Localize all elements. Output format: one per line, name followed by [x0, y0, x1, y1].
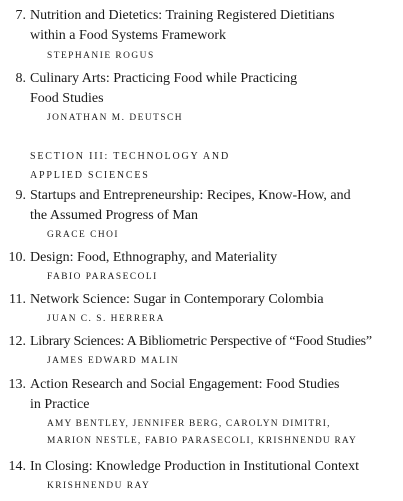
entry-author-line: JONATHAN M. DEUTSCH: [47, 113, 184, 123]
entry-title-line: within a Food Systems Framework: [30, 28, 226, 43]
entry-title-line: Action Research and Social Engagement: Food Studies: [30, 377, 340, 392]
entry-number: 13.: [8, 377, 26, 392]
entry-author-line: JAMES EDWARD MALIN: [47, 356, 180, 366]
entry-title-line: Library Sciences: A Bibliometric Perspective of “Food Studies”: [30, 334, 372, 349]
entry-title[interactable]: [30, 457, 402, 477]
entry-author: [47, 110, 403, 127]
entry-title-line: Food Studies: [30, 91, 104, 106]
entry-title-line: in Practice: [30, 397, 90, 412]
entry-author-line: AMY BENTLEY, JENNIFER BERG, CAROLYN DIMITRI,: [47, 419, 331, 429]
entry-author: [47, 311, 403, 328]
entry-title-line: Network Science: Sugar in Contemporary Colombia: [30, 292, 324, 307]
entry-title-line: Design: Food, Ethnography, and Materiality: [30, 250, 278, 265]
entry-title-line: Culinary Arts: Practicing Food while Practicing: [30, 71, 298, 86]
entry-number: 7.: [15, 8, 26, 23]
entry-title[interactable]: [30, 69, 402, 109]
entry-title-line: the Assumed Progress of Man: [30, 208, 198, 223]
entry-title-line: In Closing: Knowledge Production in Institutional Context: [30, 459, 359, 474]
entry-author: [47, 48, 403, 65]
entry-author-line: STEPHANIE ROGUS: [47, 51, 155, 61]
entry-author-line: FABIO PARASECOLI: [47, 272, 158, 282]
entry-title[interactable]: [30, 248, 402, 268]
entry-author: [47, 478, 403, 495]
entry-title[interactable]: [30, 6, 402, 46]
section-heading-line: SECTION III: TECHNOLOGY AND: [30, 151, 230, 162]
entry-author-line: GRACE CHOI: [47, 230, 120, 240]
section-heading-line: APPLIED SCIENCES: [30, 170, 150, 181]
entry-number: 9.: [15, 188, 26, 203]
entry-author: [47, 227, 403, 244]
entry-author: [47, 416, 403, 450]
entry-title[interactable]: [30, 332, 402, 352]
entry-number: 11.: [9, 292, 26, 307]
entry-title[interactable]: [30, 290, 402, 310]
entry-author: [47, 269, 403, 286]
entry-author-line: MARION NESTLE, FABIO PARASECOLI, KRISHNENDU RAY: [47, 436, 357, 446]
entry-title[interactable]: [30, 186, 402, 226]
entry-title-line: Nutrition and Dietetics: Training Registered Dietitians: [30, 8, 335, 23]
entry-number: 14.: [8, 459, 26, 474]
entry-author: [47, 353, 403, 370]
entry-author-line: JUAN C. S. HERRERA: [47, 314, 165, 324]
entry-number: 10.: [8, 250, 26, 265]
entry-title[interactable]: [30, 375, 402, 415]
entry-number: 8.: [15, 71, 26, 86]
entry-title-line: Startups and Entrepreneurship: Recipes, Know-How, and: [30, 188, 351, 203]
section-heading: [30, 147, 402, 185]
entry-number: 12.: [8, 334, 26, 349]
entry-author-line: KRISHNENDU RAY: [47, 481, 151, 491]
